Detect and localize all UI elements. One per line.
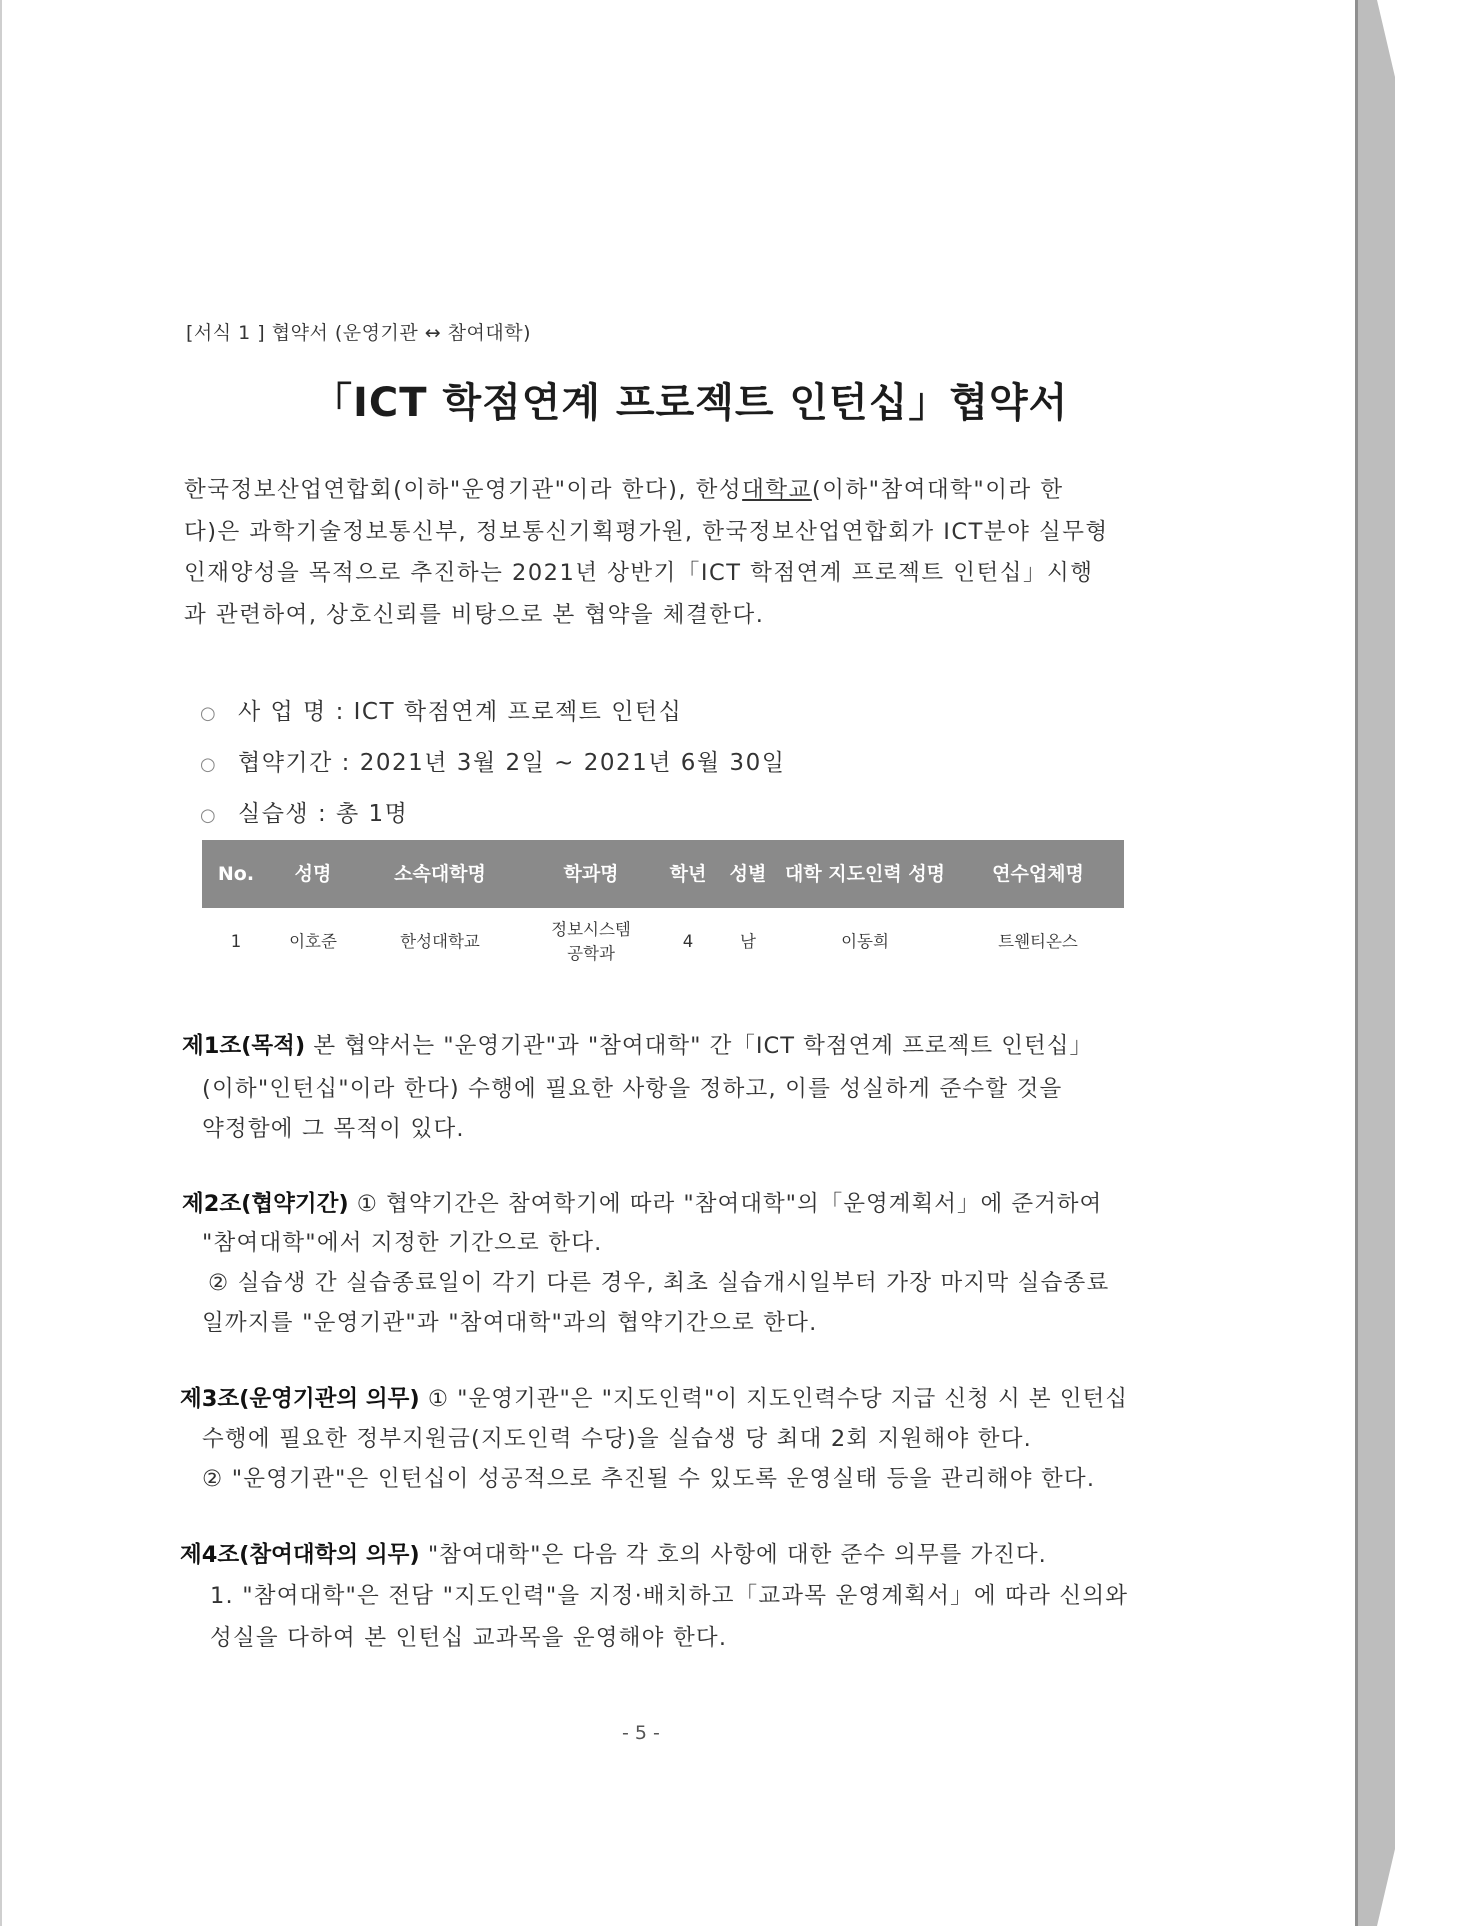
th-advisor: 대학 지도인력 성명: [778, 840, 952, 908]
page-number: - 5 -: [622, 1722, 660, 1744]
cell-no: 1: [230, 932, 242, 951]
cell-company: 트웬티온스: [998, 932, 1078, 951]
th-no: No.: [202, 840, 270, 908]
article-3-line-3: ② "운영기관"은 인턴십이 성공적으로 추진될 수 있도록 운영실태 등을 관리해야 한다.: [202, 1466, 1096, 1492]
article-2-line-4: 일까지를 "운영기관"과 "참여대학"과의 협약기간으로 한다.: [202, 1310, 818, 1336]
article-3-heading: 제3조(운영기관의 의무): [180, 1386, 420, 1412]
cell-department: 정보시스템 공학과: [551, 920, 631, 963]
intro-line-1-underlined: 대학교: [742, 477, 812, 503]
table-row: [202, 908, 1124, 976]
article-4-line-2: 1. "참여대학"은 전담 "지도인력"을 지정·배치하고「교과목 운영계획서」에 따라 신의와: [210, 1583, 1129, 1609]
intro-line-1a: 한국정보산업연합회(이하"운영기관"이라 한다), 한성: [184, 477, 743, 503]
article-1-line-1: 본 협약서는 "운영기관"과 "참여대학" 간「ICT 학점연계 프로젝트 인턴십」: [313, 1033, 1093, 1059]
bullet-circle-icon: ○: [200, 805, 218, 826]
document-title: 「ICT 학점연계 프로젝트 인턴십」협약서: [312, 380, 1069, 426]
table-header-row: [202, 840, 1124, 908]
article-2-line-1: ① 협약기간은 참여학기에 따라 "참여대학"의「운영계획서」에 준거하여: [356, 1191, 1103, 1217]
intro-line-1b: (이하"참여대학"이라 한: [811, 477, 1064, 503]
item-text: 실습생 : 총 1명: [238, 801, 409, 827]
item-trainees: [200, 795, 408, 828]
cell-advisor: 이동희: [841, 932, 889, 951]
th-gender: 성별: [718, 840, 778, 908]
article-4: [180, 1537, 1047, 1569]
article-2-heading: 제2조(협약기간): [182, 1191, 349, 1217]
article-4-line-3: 성실을 다하여 본 인턴십 교과목을 운영해야 한다.: [210, 1625, 728, 1651]
trainee-table: [202, 840, 1124, 976]
item-text: 사 업 명 : ICT 학점연계 프로젝트 인턴십: [238, 699, 683, 725]
item-project-name: [200, 693, 682, 726]
article-2: [182, 1186, 1102, 1218]
intro-line-2: 다)은 과학기술정보통신부, 정보통신기획평가원, 한국정보산업연합회가 ICT분야 실무형: [184, 518, 1109, 545]
article-1-line-3: 약정함에 그 목적이 있다.: [202, 1116, 465, 1142]
item-text: 협약기간 : 2021년 3월 2일 ~ 2021년 6월 30일: [238, 750, 786, 776]
intro-line-3: 인재양성을 목적으로 추진하는 2021년 상반기「ICT 학점연계 프로젝트 인턴십」시행: [184, 560, 1094, 586]
cell-university: 한성대학교: [400, 932, 480, 951]
th-university: 소속대학명: [356, 840, 524, 908]
article-2-line-2: "참여대학"에서 지정한 기간으로 한다.: [202, 1230, 603, 1256]
th-name: 성명: [270, 840, 356, 908]
article-1: [182, 1028, 1093, 1060]
intro-line-1: [184, 470, 1124, 512]
article-1-line-2: (이하"인턴십"이라 한다) 수행에 필요한 사항을 정하고, 이를 성실하게 준수할 것을: [202, 1076, 1063, 1102]
cell-name: 이호준: [289, 932, 337, 951]
article-3: [180, 1381, 1128, 1413]
bullet-circle-icon: ○: [200, 754, 218, 775]
intro-paragraph: [184, 470, 1124, 636]
intro-line-4: 과 관련하여, 상호신뢰를 비탕으로 본 협약을 체결한다.: [184, 601, 765, 628]
cell-year: 4: [682, 932, 694, 951]
item-agreement-period: [200, 744, 785, 777]
article-4-heading: 제4조(참여대학의 의무): [180, 1542, 420, 1568]
article-3-line-2: 수행에 필요한 정부지원금(지도인력 수당)을 실습생 당 최대 2회 지원해야 한다.: [202, 1426, 1032, 1452]
page-stack-edge: [1355, 0, 1395, 1926]
cell-gender: 남: [740, 932, 756, 951]
th-company: 연수업체명: [952, 840, 1124, 908]
article-1-heading: 제1조(목적): [182, 1033, 306, 1059]
bullet-circle-icon: ○: [200, 703, 218, 724]
form-label: [서식 1 ] 협약서 (운영기관 ↔ 참여대학): [186, 322, 531, 344]
th-department: 학과명: [524, 840, 658, 908]
article-3-line-1: ① "운영기관"은 "지도인력"이 지도인력수당 지급 신청 시 본 인턴십: [427, 1386, 1128, 1412]
article-2-line-3: ② 실습생 간 실습종료일이 각기 다른 경우, 최초 실습개시일부터 가장 마지막 실습종료: [208, 1270, 1110, 1296]
th-year: 학년: [658, 840, 718, 908]
article-4-line-1: "참여대학"은 다음 각 호의 사항에 대한 준수 의무를 가진다.: [427, 1542, 1047, 1568]
